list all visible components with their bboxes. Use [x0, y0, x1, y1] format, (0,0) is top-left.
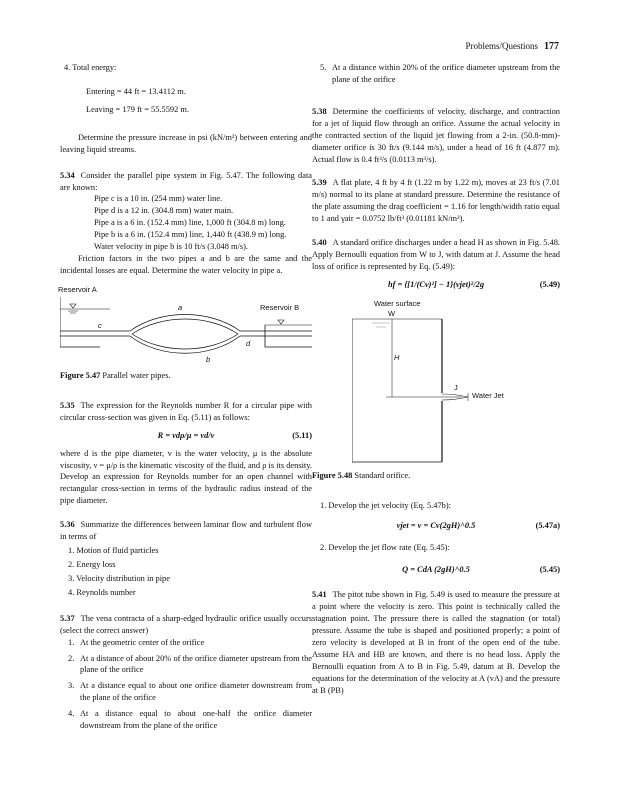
leaving-value: Leaving = 179 ft = 55.5592 m.	[86, 104, 189, 114]
equation-5-47a	[312, 520, 560, 532]
data-line: Pipe d is a 12 in. (304.8 mm) water main.	[94, 206, 234, 216]
problem-number: 5.38	[312, 106, 327, 116]
list-item: 1. Motion of fluid particles	[68, 546, 159, 556]
problem-5-41	[312, 589, 560, 696]
list-item: 2. Energy loss	[68, 559, 116, 569]
item-number: 5.	[320, 63, 327, 72]
problem-text: The vena contracta of a sharp-edged hydraulic orifice usually occurs (select the correct answer)	[60, 613, 312, 635]
problem-5-35	[60, 400, 312, 424]
equation-body: hf = {[1/(Cv)²] − 1}(vjet)²/2g	[387, 279, 485, 289]
data-line: Pipe c is a 10 in. (254 mm) water line.	[94, 194, 223, 204]
problem-number: 5.41	[312, 590, 327, 600]
w-label: W	[388, 308, 396, 318]
data-line: Pipe a is a 6 in. (152.4 mm) line, 1,000 ft (304.8 m) long.	[94, 218, 286, 228]
pipe-a-label: a	[178, 302, 183, 312]
problem-closing: Friction factors in the two pipes a and b are the same and the incidental losses are equal. Determine the water velocity in pipe a.	[60, 254, 312, 275]
right-column	[312, 62, 560, 697]
equation-5-49	[312, 279, 560, 291]
problem-number: 5.34	[60, 170, 75, 180]
j-label: J	[454, 382, 458, 392]
list-item: 4. Reynolds number	[68, 587, 136, 597]
item-text: At a distance equal to about one orifice diameter downstream from the plane of the orifice	[80, 681, 312, 703]
problem-number: 5.40	[312, 238, 327, 248]
list-item	[68, 680, 312, 704]
header-section: Problems/Questions	[465, 41, 538, 51]
equation-tag: (5.49)	[539, 279, 560, 289]
problem-number: 5.39	[312, 178, 327, 188]
h-label: H	[394, 352, 400, 362]
standard-orifice-diagram	[352, 297, 532, 467]
caption-number: Figure 5.47	[60, 370, 101, 380]
list-item	[68, 708, 312, 732]
equation-tag: (5.45)	[539, 564, 560, 574]
item-number: 3.	[68, 681, 75, 691]
data-line: Pipe b is a 6 in. (152.4 mm) line, 1,440 ft (438.9 m) long.	[94, 230, 287, 240]
equation-body: R = vdρ/μ = vd/ν	[157, 430, 215, 440]
item-number: 1.	[68, 637, 75, 647]
step-2: 2. Develop the jet flow rate (Eq. 5.45):	[320, 542, 450, 552]
equation-body: Q = CdA (2gH)^0.5	[402, 564, 470, 574]
problem-text: Determine the coefficients of velocity, discharge, and contraction for a jet of liquid flow through an orifice. Assume the actual velocity in the contracted section of the liquid jet flowing from a 2-in. (50.8-mm)-diameter orifice is 30 ft/s (9.144 m/s), under a head of 16 ft (4.877 m). Actual flow is 0.4 ft³/s (0.0113 m³/s).	[312, 106, 560, 164]
caption-text: Standard orifice.	[354, 470, 411, 480]
problem-5-37	[60, 613, 312, 637]
problem-number: 5.35	[60, 400, 75, 410]
pipe-b-label: b	[206, 354, 211, 364]
item-number: 4.	[68, 709, 75, 719]
list-item	[68, 653, 312, 677]
pipe-d-label: d	[246, 338, 251, 348]
problem-5-39	[312, 177, 560, 225]
caption-text: Parallel water pipes.	[102, 370, 171, 380]
item-text: At a distance of about 20% of the orifice diameter upstream from the plane of the orifice	[80, 653, 312, 675]
figure-5-48-caption	[312, 470, 560, 482]
determine-pressure-text: Determine the pressure increase in psi (kN/m²) between entering and leaving liquid streams.	[60, 132, 312, 154]
problem-text: The pitot tube shown in Fig. 5.49 is used to measure the pressure at a point where the velocity is zero. This point is technically called the stagnation point. The pressure there is called the stagnation (or total) pressure. Assume the tube is shaped and positioned properly; a point of zero velocity is developed at B in front of the open end of the tube. Assume HA and HB are known, and there is no head loss. Apply the Bernoulli equation from A to B in Fig. 5.49, datum at B. Develop the equations for the determination of the velocity at A (vA) and the pressure at B (PB)	[312, 590, 560, 695]
equation-tag: (5.47a)	[535, 520, 560, 530]
water-jet-label: Water Jet	[472, 390, 504, 400]
pipe-c-label: c	[98, 320, 102, 330]
problem-5-38	[312, 106, 560, 166]
item-number: 2.	[68, 653, 75, 663]
item-text: At a distance within 20% of the orifice diameter upstream from the plane of the orifice	[332, 63, 560, 84]
equation-5-11	[60, 430, 312, 442]
list-item: 3. Velocity distribution in pipe	[68, 573, 170, 583]
step-1: 1. Develop the jet velocity (Eq. 5.47b):	[320, 500, 451, 510]
figure-5-47	[58, 284, 312, 367]
problem-text: A standard orifice discharges under a head H as shown in Fig. 5.48. Apply Bernoulli equation from W to J, with datum at J. Assume the head loss of orifice is represented by Eq. (5.49):	[312, 238, 560, 271]
reservoir-a-label: Reservoir A	[58, 284, 97, 294]
problem-5-36	[60, 519, 312, 543]
left-column	[60, 62, 312, 736]
item-text: At the geometric center of the orifice	[80, 637, 205, 647]
problem-text: The expression for the Reynolds number R for a circular pipe with circular cross-section was given in Eq. (5.11) as follows:	[60, 400, 312, 422]
water-surface-label: Water surface	[374, 298, 421, 308]
problem-number: 5.37	[60, 613, 75, 623]
running-header	[465, 40, 559, 54]
problem-text: Consider the parallel pipe system in Fig. 5.47. The following data are known:	[60, 170, 312, 192]
problem-5-34	[60, 170, 312, 194]
item-4-title: 4. Total energy:	[64, 63, 117, 72]
list-item	[68, 637, 312, 649]
problem-5-40	[312, 237, 560, 273]
problem-text-after: where d is the pipe diameter, v is the water velocity, μ is the absolute viscosity, ν = μ/ρ is the kinematic viscosity of the fluid, and ρ is its density. Develop an expression for Reynolds number for an open channel with rectangular cross-section in terms of the hydraulic radius instead of the pipe diameter.	[60, 448, 312, 506]
list-item	[312, 62, 560, 86]
data-line: Water velocity in pipe b is 10 ft/s (3.048 m/s).	[94, 242, 249, 252]
equation-5-45	[312, 564, 560, 576]
entering-value: Entering = 44 ft = 13.4112 m.	[86, 86, 186, 96]
caption-number: Figure 5.48	[312, 470, 353, 480]
equation-body: vjet = v = Cv(2gH)^0.5	[396, 520, 476, 530]
figure-5-48	[352, 297, 560, 467]
page-number: 177	[544, 41, 559, 52]
figure-5-47-caption	[60, 370, 312, 382]
item-text: At a distance equal to about one-half the orifice diameter downstream from the plane of the orifice	[80, 709, 312, 731]
problem-number: 5.36	[60, 520, 75, 530]
reservoir-b-label: Reservoir B	[260, 302, 300, 312]
problem-text: A flat plate, 4 ft by 4 ft (1.22 m by 1.22 m), moves at 23 ft/s (7.01 m/s) normal to its plane at standard pressure. Determine the resistance of the plate assuming the drag coefficient = 1.16 for length/width ratio equal to 1 and γair = 0.0752 lb/ft³ (0.01181 kN/m³).	[312, 178, 560, 224]
problem-text: Summarize the differences between laminar flow and turbulent flow in terms of	[60, 520, 312, 542]
equation-tag: (5.11)	[292, 430, 312, 440]
